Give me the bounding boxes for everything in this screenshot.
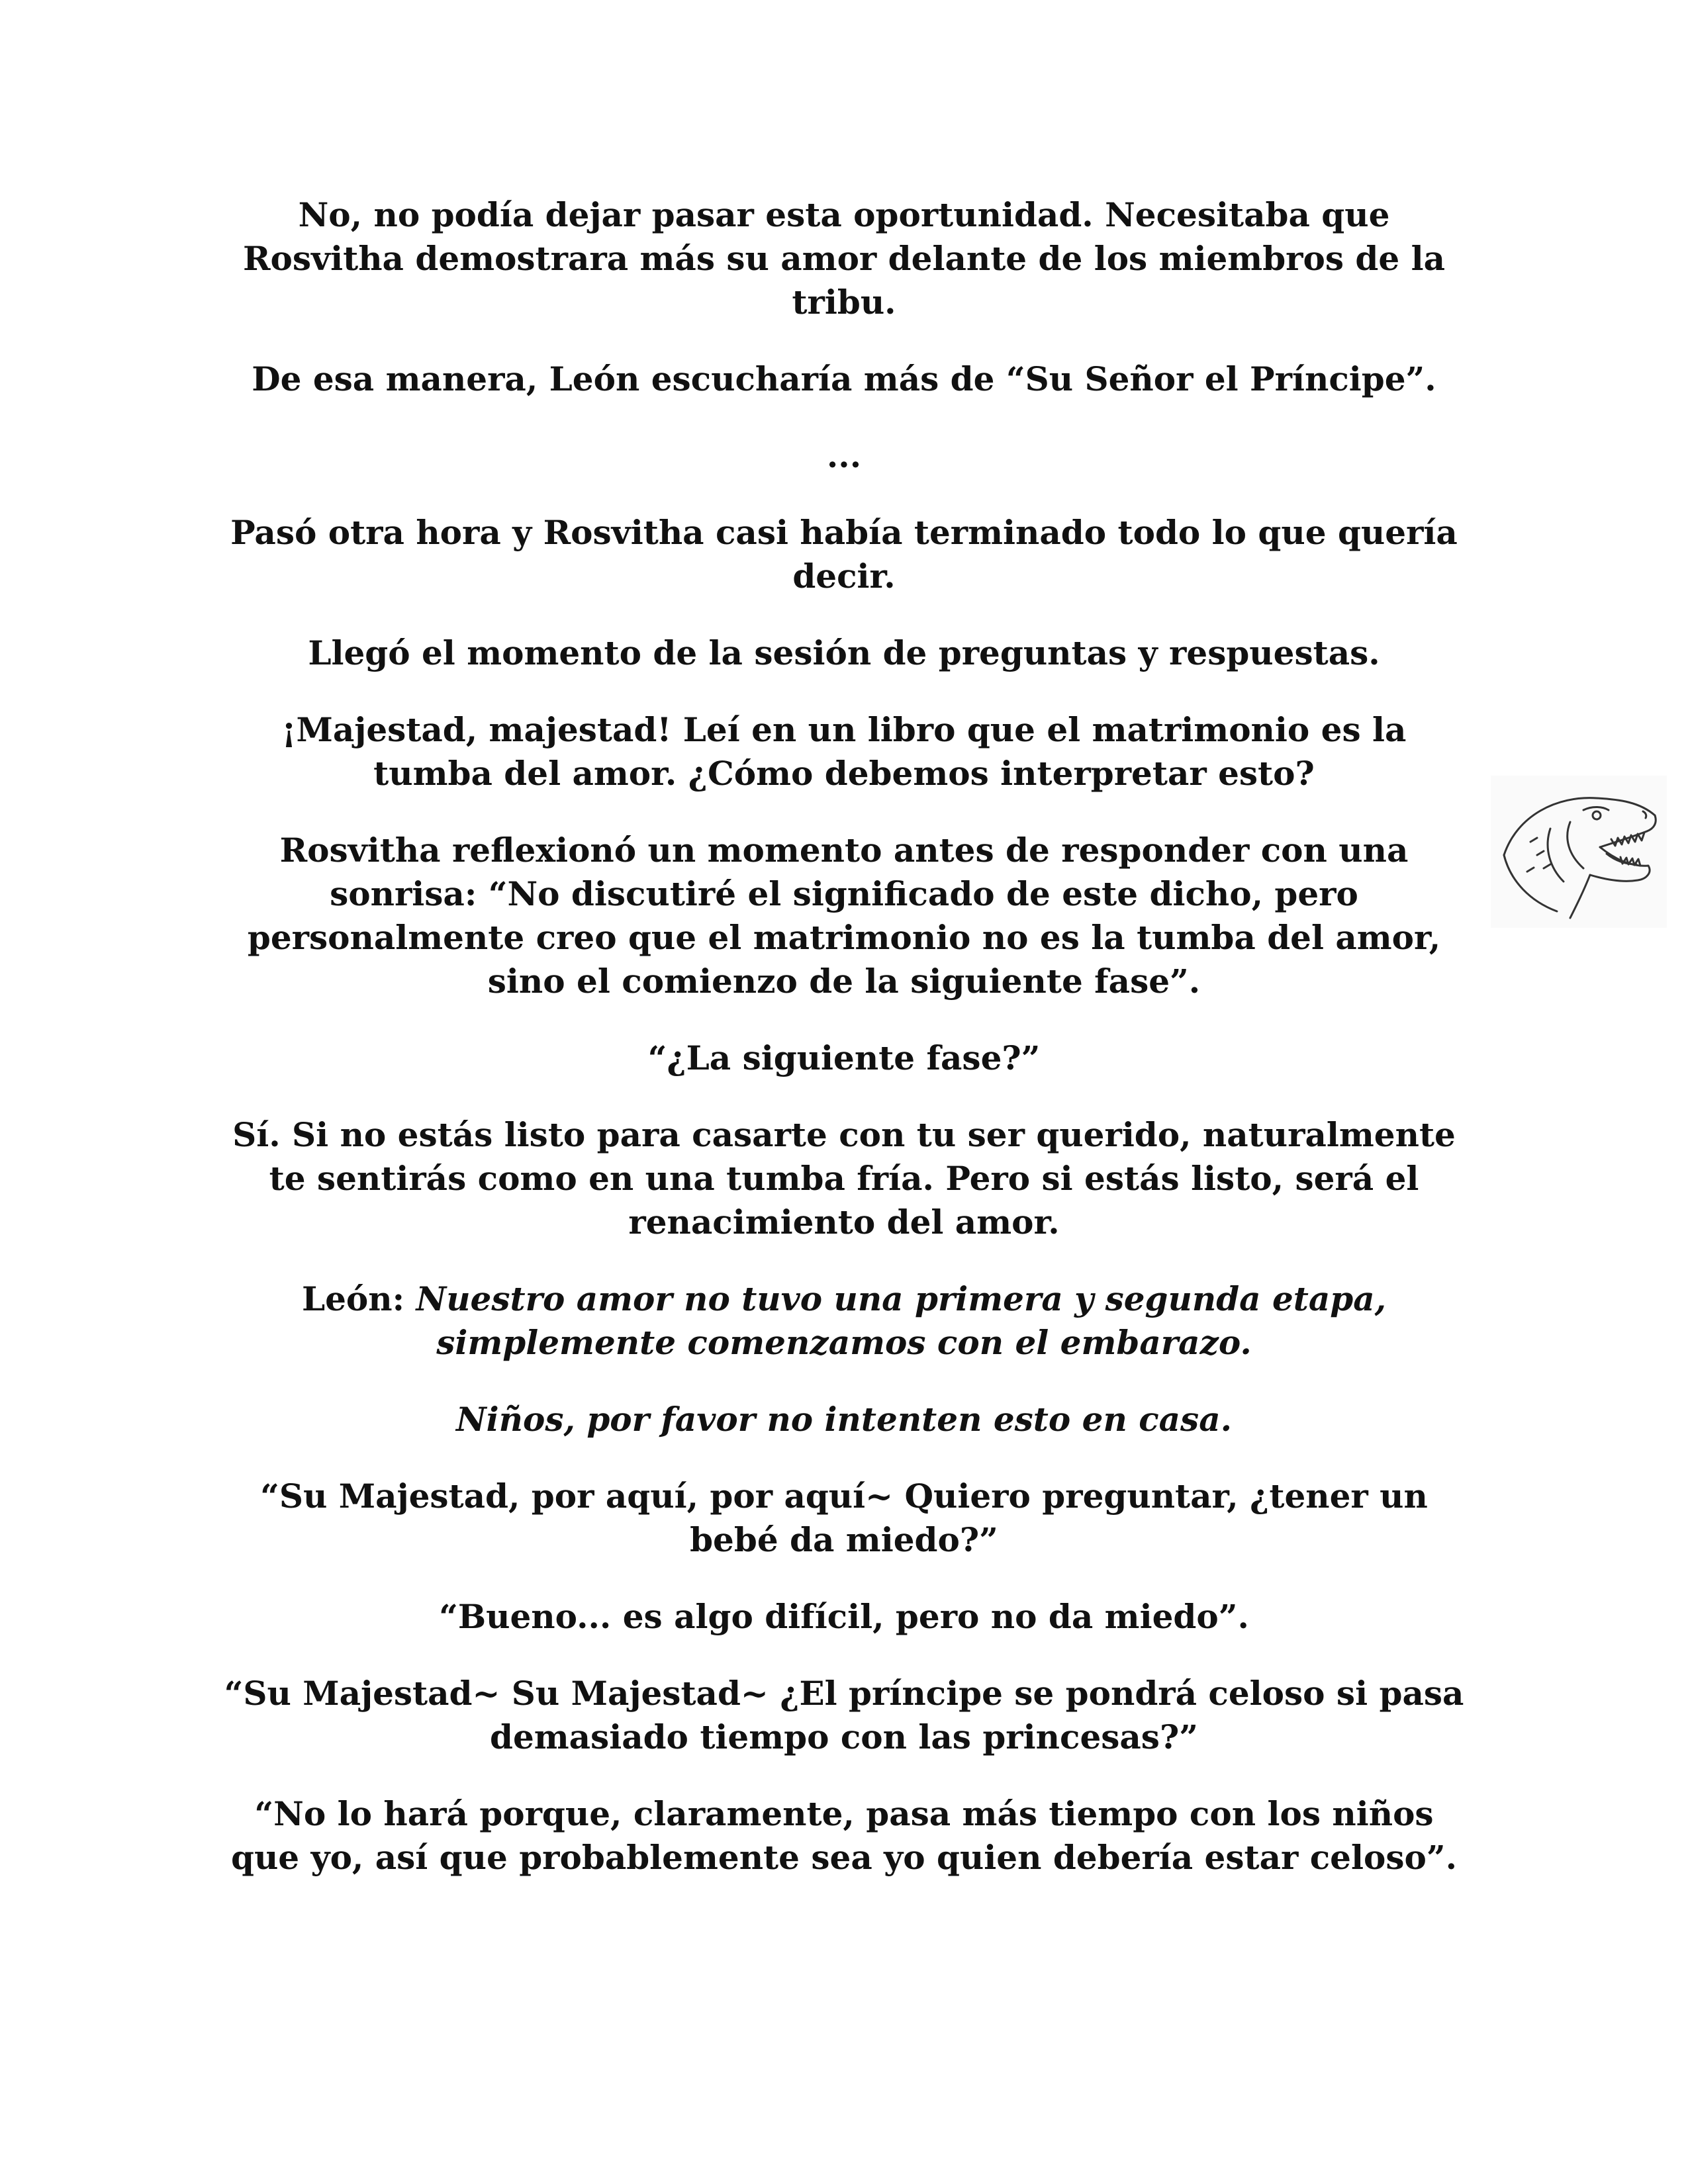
speaker-label: León: (301, 1279, 416, 1318)
paragraph: ¡Majestad, majestad! Leí en un libro que el matrimonio es la tumba del amor. ¿Cómo debemos interpretar esto? (281, 710, 1407, 793)
paragraph: “No lo hará porque, claramente, pasa más tiempo con los niños que yo, así que probablemente sea yo quien debería estar celoso”. (230, 1794, 1457, 1877)
paragraph: No, no podía dejar pasar esta oportunidad. Necesitaba que Rosvitha demostrara más su amor delante de los miembros de la tribu. (243, 195, 1445, 322)
paragraph: “Su Majestad, por aquí, por aquí~ Quiero preguntar, ¿tener un bebé da miedo?” (260, 1477, 1428, 1559)
dinosaur-head-sketch-icon (1491, 776, 1667, 928)
paragraph: Pasó otra hora y Rosvitha casi había terminado todo lo que quería decir. (230, 513, 1458, 596)
paragraph-inner-thought (218, 1277, 1470, 1365)
paragraph: Llegó el momento de la sesión de preguntas y respuestas. (308, 633, 1380, 672)
story-text (218, 193, 1470, 1913)
paragraph: Sí. Si no estás listo para casarte con tu ser querido, naturalmente te sentirás como en una tumba fría. Pero si estás listo, será el renacimiento del amor. (232, 1115, 1456, 1242)
paragraph: De esa manera, León escucharía más de “Su Señor el Príncipe”. (252, 359, 1436, 398)
paragraph: “Bueno... es algo difícil, pero no da miedo”. (439, 1597, 1249, 1636)
scene-break: ... (826, 436, 862, 475)
paragraph: “Su Majestad~ Su Majestad~ ¿El príncipe se pondrá celoso si pasa demasiado tiempo con las princesas?” (224, 1674, 1464, 1756)
paragraph: Rosvitha reflexionó un momento antes de responder con una sonrisa: “No discutiré el significado de este dicho, pero personalmente creo que el matrimonio no es la tumba del amor, sino el comienzo de la siguiente fase”. (247, 831, 1441, 1001)
paragraph-aside: Niños, por favor no intenten esto en casa. (455, 1400, 1233, 1439)
paragraph: “¿La siguiente fase?” (647, 1038, 1041, 1077)
inner-thought-text: Nuestro amor no tuvo una primera y segunda etapa, simplemente comenzamos con el embarazo. (416, 1279, 1387, 1362)
